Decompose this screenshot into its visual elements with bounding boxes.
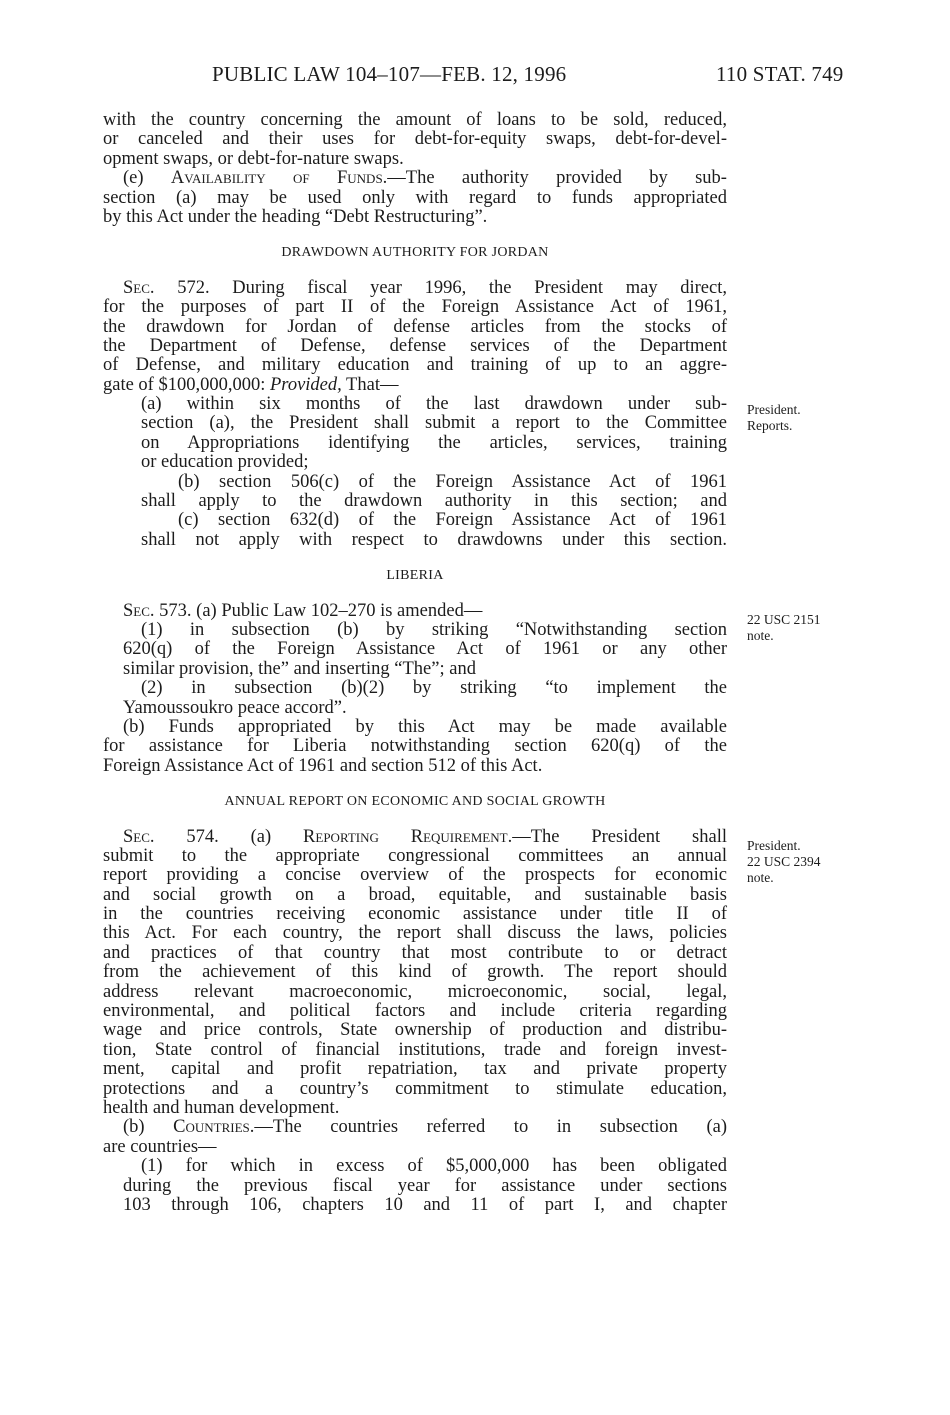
text-line: during the previous fiscal year for assistance under sections — [123, 1175, 727, 1196]
text-line: (b) Countries.—The countries referred to in subsection (a) — [123, 1117, 727, 1138]
text-line: health and human development. — [103, 1097, 340, 1118]
text-line: this Act. For each country, the report shall discuss the laws, policies — [103, 923, 727, 944]
body-text — [103, 111, 727, 1215]
text-line: Sec. 573. (a) Public Law 102–270 is amended— — [123, 600, 483, 621]
running-head-title: PUBLIC LAW 104–107—FEB. 12, 1996 — [212, 62, 567, 86]
text-line: Sec. 574. (a) Reporting Requirement.—The President shall — [123, 826, 727, 847]
text-line: (e) Availability of Funds.—The authority provided by sub- — [123, 168, 727, 189]
text-line: on Appropriations identifying the articles, services, training — [141, 432, 727, 453]
margin-note-usc-2151: 22 USC 2151 note. — [747, 612, 821, 643]
text-line: section (a) may be used only with regard to funds appropriated — [103, 187, 727, 208]
section-heading: ANNUAL REPORT ON ECONOMIC AND SOCIAL GROWTH — [224, 794, 606, 810]
text-line: similar provision, the” and inserting “The”; and — [123, 658, 476, 679]
text-line: environmental, and political factors and include criteria regarding — [103, 1001, 727, 1022]
text-line: (1) for which in excess of $5,000,000 has been obligated — [141, 1156, 727, 1177]
text-line: in the countries receiving economic assistance under title II of — [103, 904, 727, 925]
section-label: Sec — [123, 826, 150, 847]
section-heading: DRAWDOWN AUTHORITY FOR JORDAN — [281, 245, 549, 261]
text-line: address relevant macroeconomic, microeconomic, social, legal, — [103, 981, 727, 1002]
text-line: ment, capital and profit repatriation, tax and private property — [103, 1059, 727, 1080]
subsection-caption: Countries — [173, 1117, 250, 1138]
section-heading: LIBERIA — [386, 568, 444, 584]
text-line: section (a), the President shall submit a report to the Committee — [141, 413, 727, 434]
text-line: (b) section 506(c) of the Foreign Assistance Act of 1961 — [178, 471, 727, 492]
text-line: from the achievement of this kind of growth. The report should — [103, 962, 727, 983]
text-line: protections and a country’s commitment to stimulate education, — [103, 1078, 727, 1099]
text-line: (1) in subsection (b) by striking “Notwithstanding section — [141, 619, 727, 640]
section-label: Sec — [123, 600, 150, 621]
margin-note-president-reports: President. Reports. — [747, 402, 801, 433]
text-line: report providing a concise overview of the prospects for economic — [103, 865, 727, 886]
text-line: are countries— — [103, 1136, 217, 1157]
text-line: 620(q) of the Foreign Assistance Act of 1961 or any other — [123, 639, 727, 660]
text-line: (b) Funds appropriated by this Act may be made available — [123, 716, 727, 737]
text-line: for assistance for Liberia notwithstanding section 620(q) of the — [103, 736, 727, 757]
text-line: shall not apply with respect to drawdowns under this section. — [141, 529, 727, 550]
text-line: tion, State control of financial institutions, trade and foreign invest- — [103, 1039, 727, 1060]
text-line: or canceled and their uses for debt-for-equity swaps, debt-for-devel- — [103, 129, 727, 150]
text-line: for the purposes of part II of the Foreign Assistance Act of 1961, — [103, 297, 727, 318]
proviso-italic: Provided, — [270, 374, 342, 395]
text-line: or education provided; — [141, 452, 309, 473]
text-line: Sec. 572. During fiscal year 1996, the President may direct, — [123, 277, 727, 298]
section-label: Sec — [123, 277, 150, 298]
text-line: shall apply to the drawdown authority in this section; and — [141, 491, 727, 512]
subsection-caption: Availability of Funds — [170, 168, 383, 189]
subsection-caption: Reporting Requirement — [303, 826, 508, 847]
margin-note-usc-2394: President. 22 USC 2394 note. — [747, 838, 821, 885]
text-line: submit to the appropriate congressional committees an annual — [103, 845, 727, 866]
text-line: 103 through 106, chapters 10 and 11 of part I, and chapter — [123, 1194, 727, 1215]
text-line: by this Act under the heading “Debt Restructuring”. — [103, 206, 488, 227]
text-line: the drawdown for Jordan of defense articles from the stocks of — [103, 316, 727, 337]
text-line: (c) section 632(d) of the Foreign Assistance Act of 1961 — [178, 510, 727, 531]
text-line: opment swaps, or debt-for-nature swaps. — [103, 148, 404, 169]
text-line: the Department of Defense, defense services of the Department — [103, 335, 727, 356]
text-line: of Defense, and military education and training of up to an aggre- — [103, 355, 727, 376]
text-line: and social growth on a broad, equitable, and sustainable basis — [103, 884, 727, 905]
text-line: (a) within six months of the last drawdown under sub- — [141, 394, 727, 415]
text-line: and practices of that country that most contribute to or detract — [103, 942, 727, 963]
text-line: (2) in subsection (b)(2) by striking “to implement the — [141, 678, 727, 699]
page-stat-number: 110 STAT. 749 — [716, 62, 844, 86]
text-line: with the country concerning the amount of loans to be sold, reduced, — [103, 110, 727, 130]
text-line: Yamoussoukro peace accord”. — [123, 697, 347, 718]
text-line: wage and price controls, State ownership of production and distribu- — [103, 1020, 727, 1041]
text-line: gate of $100,000,000: Provided, That— — [103, 374, 399, 395]
text-line: Foreign Assistance Act of 1961 and section 512 of this Act. — [103, 755, 543, 776]
